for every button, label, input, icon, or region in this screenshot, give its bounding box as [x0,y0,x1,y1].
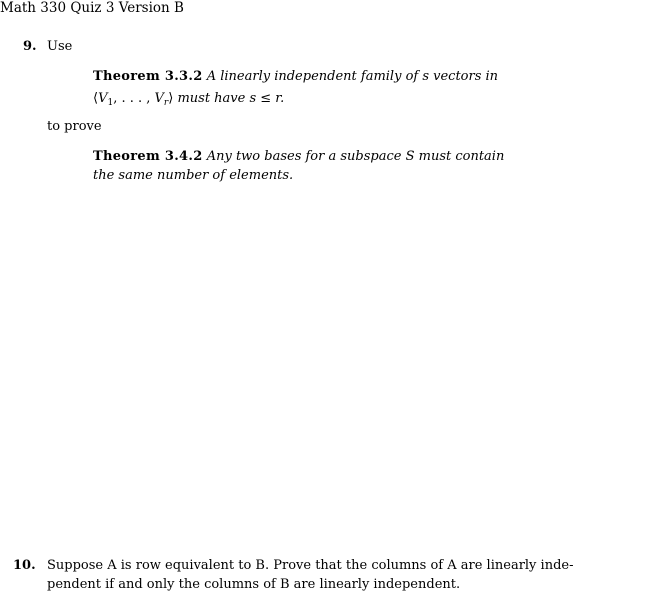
theorem-3-3-2-label: Theorem 3.3.2 [93,69,203,84]
theorem-3-3-2-statement-1: A linearly independent family of s vectors in [206,69,499,84]
question-10-line1: Suppose A is row equivalent to B. Prove that the columns of A are linearly inde- [47,558,574,573]
page-header: Math 330 Quiz 3 Version B [0,0,184,16]
question-9-connector: to prove [47,119,102,134]
angle-open: ⟨ [93,91,99,106]
question-10-number: 10. [13,558,36,573]
theorem-3-3-2-line2 [93,92,284,108]
vr-symbol: V [154,91,164,106]
v1-subscript: 1 [107,98,114,108]
theorem-3-3-2-line1 [93,70,498,83]
vr-subscript: r [163,98,169,108]
angle-close: ⟩ [168,91,174,106]
theorem-3-4-2-line2: the same number of elements. [93,168,294,183]
theorem-3-3-2-statement-2: must have s ≤ r. [173,91,285,106]
v1-symbol: V [98,91,108,106]
question-9-intro: Use [47,39,73,54]
ellipsis: , . . . , [113,91,155,106]
question-9-number: 9. [23,39,37,54]
theorem-3-4-2-label: Theorem 3.4.2 [93,149,203,164]
theorem-3-4-2-statement-1: Any two bases for a subspace S must contain [206,149,505,164]
theorem-3-4-2-line1 [93,150,504,163]
question-10-line2: pendent if and only the columns of B are linearly independent. [47,577,461,592]
